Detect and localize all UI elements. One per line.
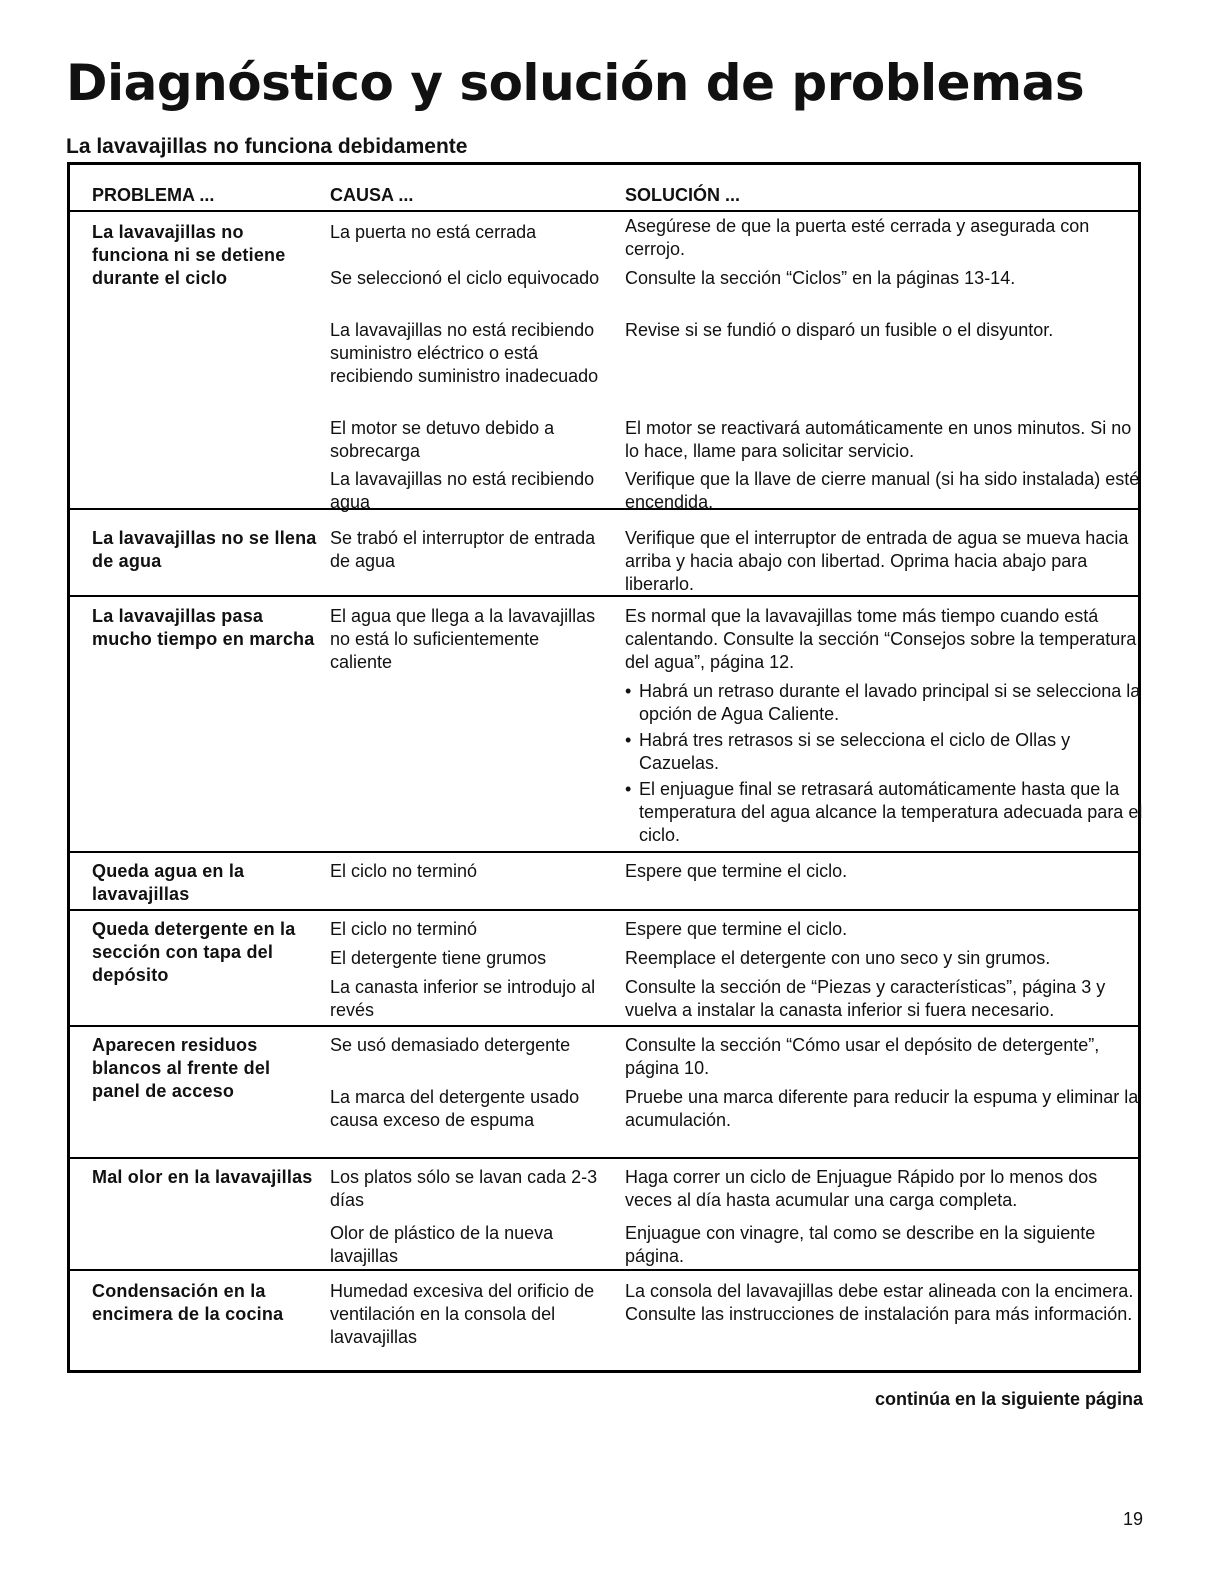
solution-text: Espere que termine el ciclo. [625,861,848,881]
solution-text: La consola del lavavajillas debe estar alineada con la encimera. Consulte las instrucciones de instalación para más información. [625,1281,1134,1324]
row-divider [70,1269,1138,1271]
solution-text: Asegúrese de que la puerta esté cerrada y asegurada con cerrojo. [625,216,1090,259]
cause-text: El motor se detuvo debido a sobrecarga [330,418,555,461]
continued-note: continúa en la siguiente página [874,1389,1143,1409]
header-cause: CAUSA ... [330,185,414,205]
solution-text: Verifique que la llave de cierre manual (si ha sido instalada) esté encendida. [625,469,1140,512]
bullet-icon: • [625,730,632,750]
solution-text: Pruebe una marca diferente para reducir la espuma y eliminar la acumulación. [625,1087,1139,1130]
bullet-icon: • [625,779,632,799]
solution-text: Verifique que el interruptor de entrada de agua se mueva hacia arriba y hacia abajo con libertad. Oprima hacia abajo para liberarlo. [625,528,1129,594]
solution-text: Consulte la sección “Ciclos” en la páginas 13-14. [625,268,1016,288]
solution-text: Espere que termine el ciclo. [625,919,848,939]
troubleshooting-table [67,162,1141,1373]
cause-text: La lavavajillas no está recibiendo agua [330,469,595,512]
solution-text: Enjuague con vinagre, tal como se describe en la siguiente página. [625,1223,1096,1266]
problem-text: Condensación en la encimera de la cocina [92,1281,284,1324]
bullet-item [625,680,1149,726]
cause-text: El agua que llega a la lavavajillas no está lo suficientemente caliente [330,606,596,672]
row-divider [70,1025,1138,1027]
bullet-text: El enjuague final se retrasará automáticamente hasta que la temperatura del agua alcance la temperatura adecuada para el ciclo. [639,779,1143,845]
problem-text: La lavavajillas pasa mucho tiempo en marcha [92,606,315,649]
solution-text: El motor se reactivará automáticamente en unos minutos. Si no lo hace, llame para solicitar servicio. [625,418,1132,461]
cause-text: El ciclo no terminó [330,861,478,881]
row-divider [70,1157,1138,1159]
row-divider [70,508,1138,510]
solution-text: Consulte la sección “Cómo usar el depósito de detergente”, página 10. [625,1035,1100,1078]
solution-text: Haga correr un ciclo de Enjuague Rápido por lo menos dos veces al día hasta acumular una carga completa. [625,1167,1098,1210]
cause-text: La canasta inferior se introdujo al revés [330,977,596,1020]
header-divider [70,210,1138,212]
header-solution: SOLUCIÓN ... [625,185,741,205]
solution-text: Es normal que la lavavajillas tome más tiempo cuando está calentando. Consulte la sección “Consejos sobre la temperatura del agua”, página 12. [625,606,1137,672]
problem-text: Mal olor en la lavavajillas [92,1167,313,1187]
problem-text: Queda agua en la lavavajillas [92,861,245,904]
solution-text: Reemplace el detergente con uno seco y sin grumos. [625,948,1051,968]
cause-text: La marca del detergente usado causa exceso de espuma [330,1087,580,1130]
problem-text: La lavavajillas no se llena de agua [92,528,317,571]
bullet-item [625,778,1149,847]
bullet-text: Habrá tres retrasos si se selecciona el ciclo de Ollas y Cazuelas. [639,730,1071,773]
cause-text: El detergente tiene grumos [330,948,547,968]
cause-text: Se trabó el interruptor de entrada de agua [330,528,596,571]
problem-text: La lavavajillas no funciona ni se detiene durante el ciclo [92,222,286,288]
solution-text: Revise si se fundió o disparó un fusible o el disyuntor. [625,320,1054,340]
bullet-item [625,729,1149,775]
section-subtitle: La lavavajillas no funciona debidamente [66,135,468,158]
bullet-text: Habrá un retraso durante el lavado principal si se selecciona la opción de Agua Caliente. [639,681,1141,724]
row-divider [70,909,1138,911]
header-problem: PROBLEMA ... [92,185,215,205]
bullet-icon: • [625,681,632,701]
page-title: Diagnóstico y solución de problemas [66,54,1085,112]
row-divider [70,595,1138,597]
cause-text: El ciclo no terminó [330,919,478,939]
cause-text: Se seleccionó el ciclo equivocado [330,268,600,288]
page-number: 19 [1122,1509,1143,1529]
problem-text: Aparecen residuos blancos al frente del panel de acceso [92,1035,271,1101]
cause-text: Se usó demasiado detergente [330,1035,571,1055]
cause-text: La puerta no está cerrada [330,222,537,242]
problem-text: Queda detergente en la sección con tapa del depósito [92,919,296,985]
cause-text: Olor de plástico de la nueva lavajillas [330,1223,554,1266]
solution-text: Consulte la sección de “Piezas y características”, página 3 y vuelva a instalar la canasta inferior si fuera necesario. [625,977,1106,1020]
row-divider [70,851,1138,853]
cause-text: La lavavajillas no está recibiendo suministro eléctrico o está recibiendo suministro inadecuado [330,320,599,386]
cause-text: Humedad excesiva del orificio de ventilación en la consola del lavavajillas [330,1281,595,1347]
cause-text: Los platos sólo se lavan cada 2-3 días [330,1167,598,1210]
